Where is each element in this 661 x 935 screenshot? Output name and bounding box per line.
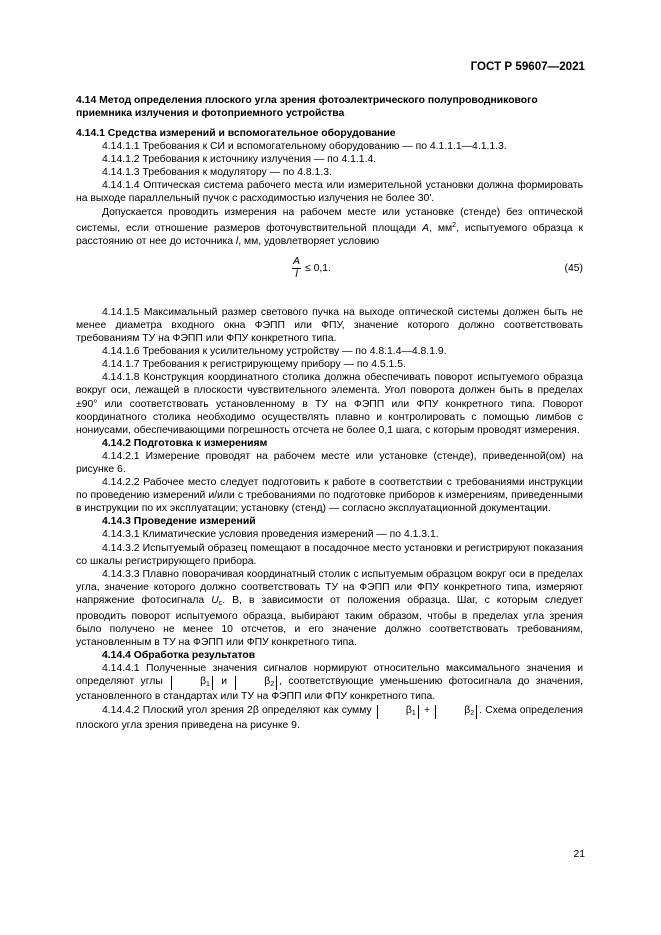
paragraph-allowed-without-optics: Допускается проводить измерения на рабочем месте или установке (стенде) без оптической системы, если отношение размеров фоточувствительной площади A, $мм^2$, испытуемого образца к расстоянию от нее до источника l, мм, удовлетворяет условию <box>76 206 584 247</box>
paragraph-4-14-1-5: 4.14.1.5 Максимальный размер светового пучка на выходе оптической системы должен быть не менее диаметра входного окна ФЭПП или ФПУ, значение которого должно соответствовать требованиям ТУ на ФЭПП или ФПУ конкретного типа. <box>76 306 583 345</box>
abs-beta-1: $\beta_1$ <box>171 676 213 690</box>
paragraph-4-14-1-3: 4.14.1.3 Требования к модулятору — по 4.8.1.3. <box>102 167 332 179</box>
paragraph-4-14-1-6: 4.14.1.6 Требования к усилительному устройству — по 4.8.1.4—4.8.1.9. <box>102 346 447 358</box>
formula-number: (45) <box>564 262 583 274</box>
paragraph-4-14-4-1: 4.14.4.1 Полученные значения сигналов нормируют относительно максимального значения и определяют углы $\beta_1$ и $\beta_2$ , соответствующие уменьшению фотосигнала до значения, установленного в стандартах или ТУ на ФЭПП или ФПУ конкретного типа. <box>76 663 584 703</box>
page-number: 21 <box>573 849 585 860</box>
formula-numerator: A <box>293 255 300 267</box>
formula-fraction <box>292 256 301 281</box>
standard-header: ГОСТ Р 59607—2021 <box>470 60 585 73</box>
paragraph-4-14-3-1: 4.14.3.1 Климатические условия проведения измерений — по 4.1.3.1. <box>102 529 439 541</box>
subsection-title-4-14-3: 4.14.3 Проведение измерений <box>102 516 256 528</box>
formula-condition: ≤ 0,1. <box>305 262 331 274</box>
section-title: 4.14 Метод определения плоского угла зрения фотоэлектрического полупроводникового приемника излучения и фотоприемного устройства <box>76 95 538 119</box>
paragraph-4-14-1-8: 4.14.1.8 Конструкция координатного столика должна обеспечивать поворот испытуемого образца вокруг оси, лежащей в плоскости чувствительного элемента. Угол поворота должен быть в пределах ±90° или соответствовать установленному в ТУ на ФЭПП или ФПУ конкретного типа. Поворот координатного столика необходимо осуществлять плавно и контролировать с помощью лимбов с нониусами, обеспечивающими погрешность отсчета не более 0,1 шага, с которым проводят измерения. <box>76 372 583 436</box>
formula-denominator: l <box>295 268 298 280</box>
subsection-title-4-14-1: 4.14.1 Средства измерений и вспомогательное оборудование <box>76 128 396 139</box>
paragraph-4-14-1-7: 4.14.1.7 Требования к регистрирующему прибору — по 4.5.1.5. <box>102 359 406 371</box>
abs-beta-2: $\beta_2$ <box>235 676 277 690</box>
paragraph-4-14-1-2: 4.14.1.2 Требования к источнику излучения — по 4.1.1.4. <box>102 154 377 166</box>
paragraph-4-14-2-1: 4.14.2.1 Измерение проводят на рабочем месте или установке (стенде), приведенной(ом) на рисунке 6. <box>76 450 583 475</box>
abs-beta-1-sum: $\beta_1$ <box>377 705 419 719</box>
paragraph-4-14-1-1: 4.14.1.1 Требования к СИ и вспомогательному оборудованию — по 4.1.1.1—4.1.1.3. <box>102 141 507 153</box>
abs-beta-2-sum: $\beta_2$ <box>435 705 477 719</box>
subsection-title-4-14-4: 4.14.4 Обработка результатов <box>102 650 256 662</box>
paragraph-4-14-1-4: 4.14.1.4 Оптическая система рабочего места или измерительной установки должна формировать на выходе параллельный пучок с расходимостью излучения не более 30'. <box>76 180 583 205</box>
paragraph-4-14-3-3: 4.14.3.3 Плавно поворачивая координатный столик с испытуемым образцом вокруг оси в пределах угла, значение которого должно соответствовать ТУ на ФЭПП или ФПУ конкретного типа, измеряют напряжение фотосигнала $U_c$. В, в зависимости от положения образца. Шаг, с которым следует проводить поворот испытуемого образца, выбирают таким образом, чтобы в пределах угла зрения было получено не менее 10 отсчетов, и его значение должно соответствовать требованиям, установленным в ТУ на ФЭПП или ФПУ конкретного типа. <box>76 568 583 649</box>
paragraph-4-14-4-2: 4.14.4.2 Плоский угол зрения 2β определяют как сумму $\beta_1 + \beta_2$ . Схема определения плоского угла зрения приведена на рисунке 9. <box>76 704 583 731</box>
paragraph-4-14-2-2: 4.14.2.2 Рабочее место следует подготовить к работе в соответствии с требованиями инструкции по проведению измерений и/или с требованиями по подготовке приборов к измерениям, приведенными в инструкции по их эксплуатации; установку (стенд) — согласно эксплуатационной документации. <box>76 477 583 515</box>
subsection-title-4-14-2: 4.14.2 Подготовка к измерениям <box>102 437 268 449</box>
paragraph-4-14-3-2: 4.14.3.2 Испытуемый образец помещают в посадочное место установки и регистрируют показания со шкалы регистрирующего прибора. <box>76 542 583 567</box>
formula-45 <box>76 254 583 294</box>
document-body <box>76 94 583 732</box>
